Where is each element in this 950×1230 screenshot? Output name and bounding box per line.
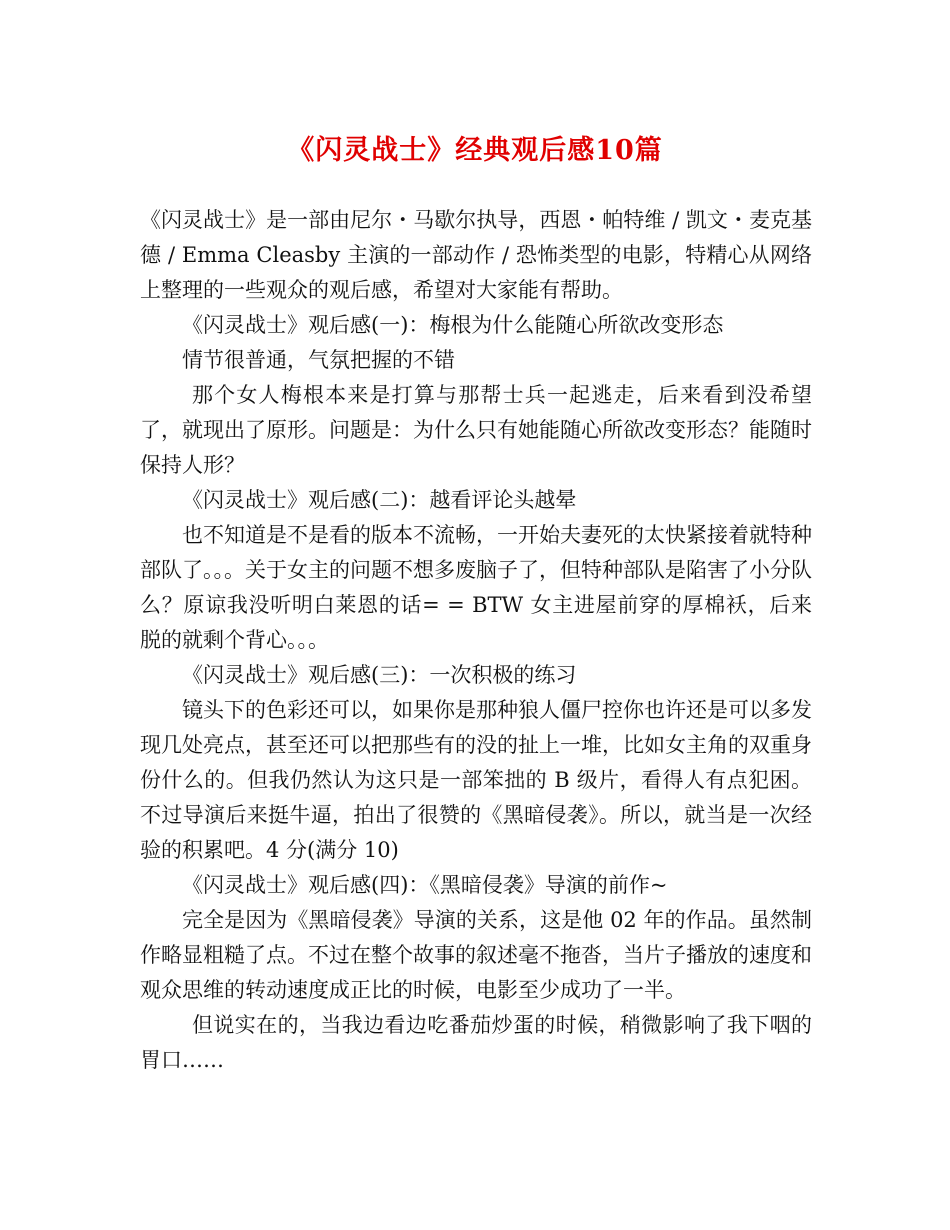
review-paragraph: 但说实在的，当我边看边吃番茄炒蛋的时候，稍微影响了我下咽的胃口…… (140, 1013, 812, 1072)
intro-paragraph: 《闪灵战士》是一部由尼尔・马歇尔执导，西恩・帕特维 / 凯文・麦克基德 / Emma Cleasby 主演的一部动作 / 恐怖类型的电影，特精心从网络上整理的一些观众的观后感，希望对大家能有帮助。 (140, 208, 812, 302)
review-heading-2: 《闪灵战士》观后感(二)：越看评论头越晕 (182, 488, 577, 512)
review-paragraph: 完全是因为《黑暗侵袭》导演的关系，这是他 02 年的作品。虽然制作略显粗糙了点。不过在整个故事的叙述毫不拖沓，当片子播放的速度和观众思维的转动速度成正比的时候，电影至少成功了一半。 (140, 908, 812, 1002)
review-paragraph: 情节很普通，气氛把握的不错 (182, 348, 455, 372)
review-heading-3: 《闪灵战士》观后感(三)：一次积极的练习 (182, 663, 577, 687)
review-heading-1: 《闪灵战士》观后感(一)：梅根为什么能随心所欲改变形态 (182, 313, 724, 337)
review-paragraph: 镜头下的色彩还可以，如果你是那种狼人僵尸控你也许还是可以多发现几处亮点，甚至还可以把那些有的没的扯上一堆，比如女主角的双重身份什么的。但我仍然认为这只是一部笨拙的 B 级片，看得人有点犯困。不过导演后来挺牛逼，拍出了很赞的《黑暗侵袭》。所以，就当是一次经验的积累吧。4 分(满分 10) (140, 698, 812, 862)
document-body (140, 203, 812, 1078)
review-heading-4: 《闪灵战士》观后感(四)：《黑暗侵袭》导演的前作~ (182, 873, 668, 897)
review-paragraph: 也不知道是不是看的版本不流畅，一开始夫妻死的太快紧接着就特种部队了。。。关于女主的问题不想多废脑子了，但特种部队是陷害了小分队么？原谅我没听明白莱恩的话= = BTW 女主进屋前穿的厚棉袄，后来脱的就剩个背心。。。 (140, 523, 812, 652)
review-paragraph: 那个女人梅根本来是打算与那帮士兵一起逃走，后来看到没希望了，就现出了原形。问题是：为什么只有她能随心所欲改变形态？能随时保持人形？ (140, 383, 812, 477)
document-title: 《闪灵战士》经典观后感10篇 (287, 135, 663, 166)
